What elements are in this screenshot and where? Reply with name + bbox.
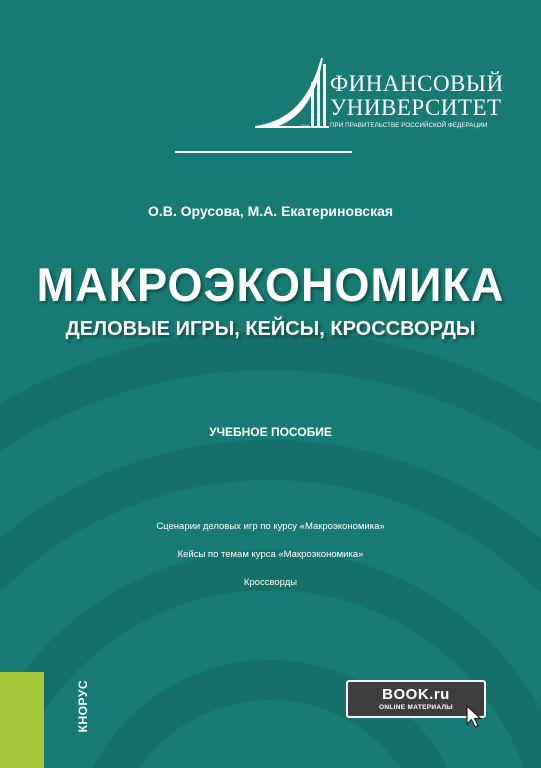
publisher-name: КНОРУС	[76, 680, 90, 733]
book-type: УЧЕБНОЕ ПОСОБИЕ	[209, 425, 332, 439]
authors: О.В. Орусова, М.А. Екатериновская	[147, 203, 394, 219]
logo-text-line2: УНИВЕРСИТЕТ	[330, 95, 502, 120]
logo-year: 1919	[300, 123, 309, 128]
book-ru-sublabel: ONLINE МАТЕРИАЛЫ	[379, 704, 453, 711]
university-logo	[253, 52, 504, 134]
book-subtitle: ДЕЛОВЫЕ ИГРЫ, КЕЙСЫ, КРОССВОРДЫ	[65, 318, 476, 340]
university-emblem-icon	[253, 52, 333, 132]
book-title: МАКРОЭКОНОМИКА	[36, 257, 505, 312]
mouse-cursor-icon	[466, 705, 484, 729]
book-ru-button[interactable]	[346, 680, 486, 718]
divider-line	[175, 151, 352, 153]
publisher-band	[0, 672, 44, 768]
logo-subline: ПРИ ПРАВИТЕЛЬСТВЕ РОССИЙСКОЙ ФЕДЕРАЦИИ	[330, 122, 488, 129]
contents-item: Сценарии деловых игр по курсу «Макроэкономика»	[156, 521, 385, 532]
book-ru-label: BOOK.ru	[382, 686, 450, 703]
contents-item: Кейсы по темам курса «Макроэкономика»	[177, 549, 364, 560]
contents-item: Кроссворды	[243, 577, 298, 588]
logo-text-line1: ФИНАНСОВЫЙ	[330, 71, 504, 96]
contents-list	[0, 521, 541, 605]
